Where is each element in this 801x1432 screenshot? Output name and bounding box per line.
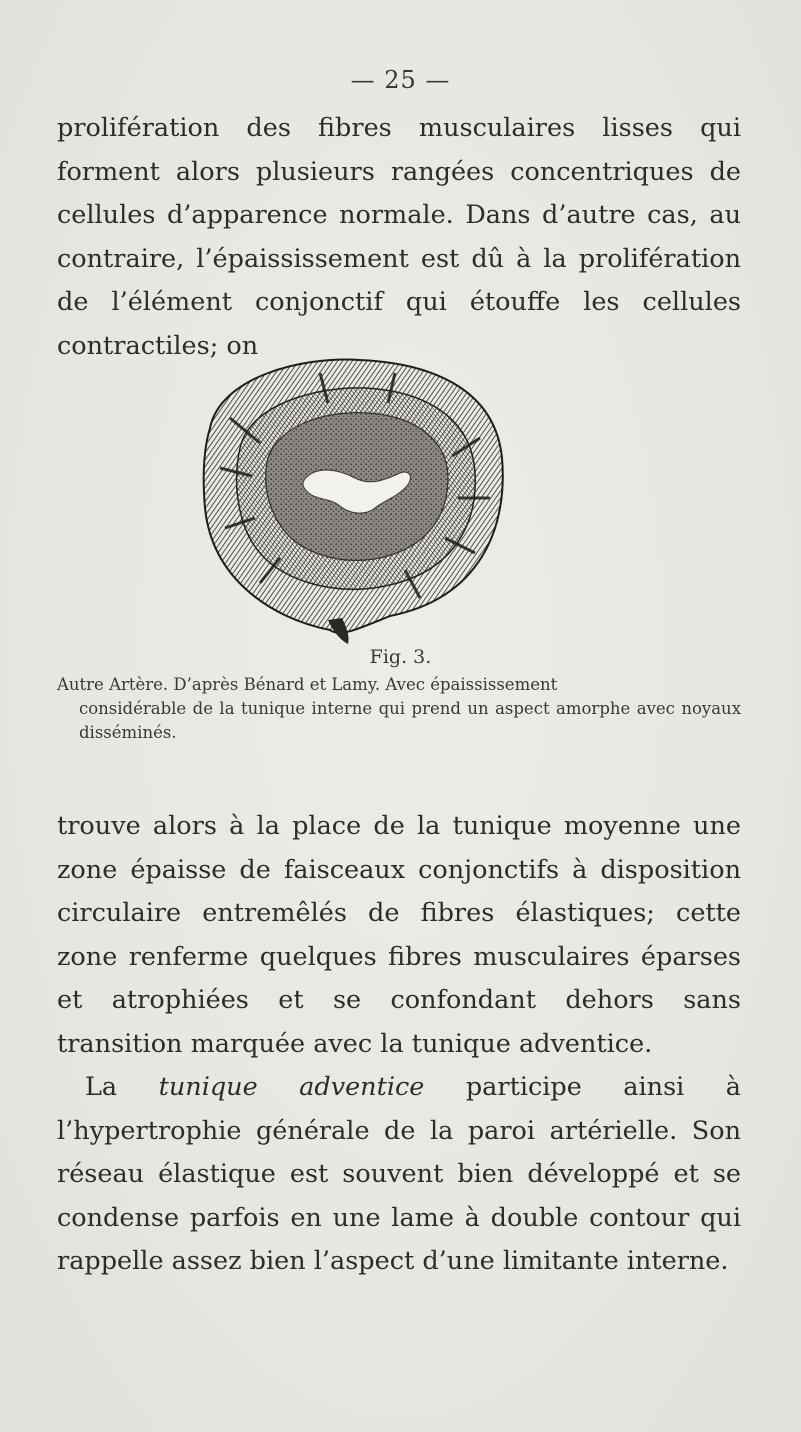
paragraph-rest: participe ainsi à l’hypertrophie générale de la paroi artérielle. Son réseau élastique est souvent bien développé et se condense parfois en une lame à double contour qui rappelle assez bien l’aspect d’une limitante interne. (57, 1072, 741, 1276)
continuation-paragraph: trouve alors à la place de la tunique moyenne une zone épaisse de faisceaux conjonctifs à disposition circulaire entremêlés de fibres élastiques; cette zone renferme quelques fibres musculaires éparses et atrophiées et se confondant dehors sans transition marquée avec la tunique adventice. (57, 811, 741, 1059)
paragraph-start: La (85, 1072, 159, 1102)
bottom-text-block (57, 805, 741, 1284)
caption-first-line: Autre Artère. D’après Bénard et Lamy. Avec épaississement (57, 675, 558, 694)
artery-illustration (190, 348, 520, 648)
page-number: — 25 — (350, 66, 451, 94)
figure-label: Fig. 3. (369, 646, 432, 668)
top-paragraph: prolifération des fibres musculaires lisses qui forment alors plusieurs rangées concentriques de cellules d’apparence normale. Dans d’autre cas, au contraire, l’épaississement est dû à la prolifération de l’élément conjonctif qui étouffe les cellules contractiles; on (57, 113, 741, 361)
figure-caption (57, 673, 741, 745)
top-text-block (57, 107, 741, 368)
italic-term: tunique adventice (158, 1072, 425, 1102)
adventice-paragraph (57, 1066, 741, 1284)
artery-cross-section-engraving (190, 348, 520, 648)
caption-rest: considérable de la tunique interne qui prend un aspect amorphe avec noyaux disséminés. (79, 699, 741, 742)
